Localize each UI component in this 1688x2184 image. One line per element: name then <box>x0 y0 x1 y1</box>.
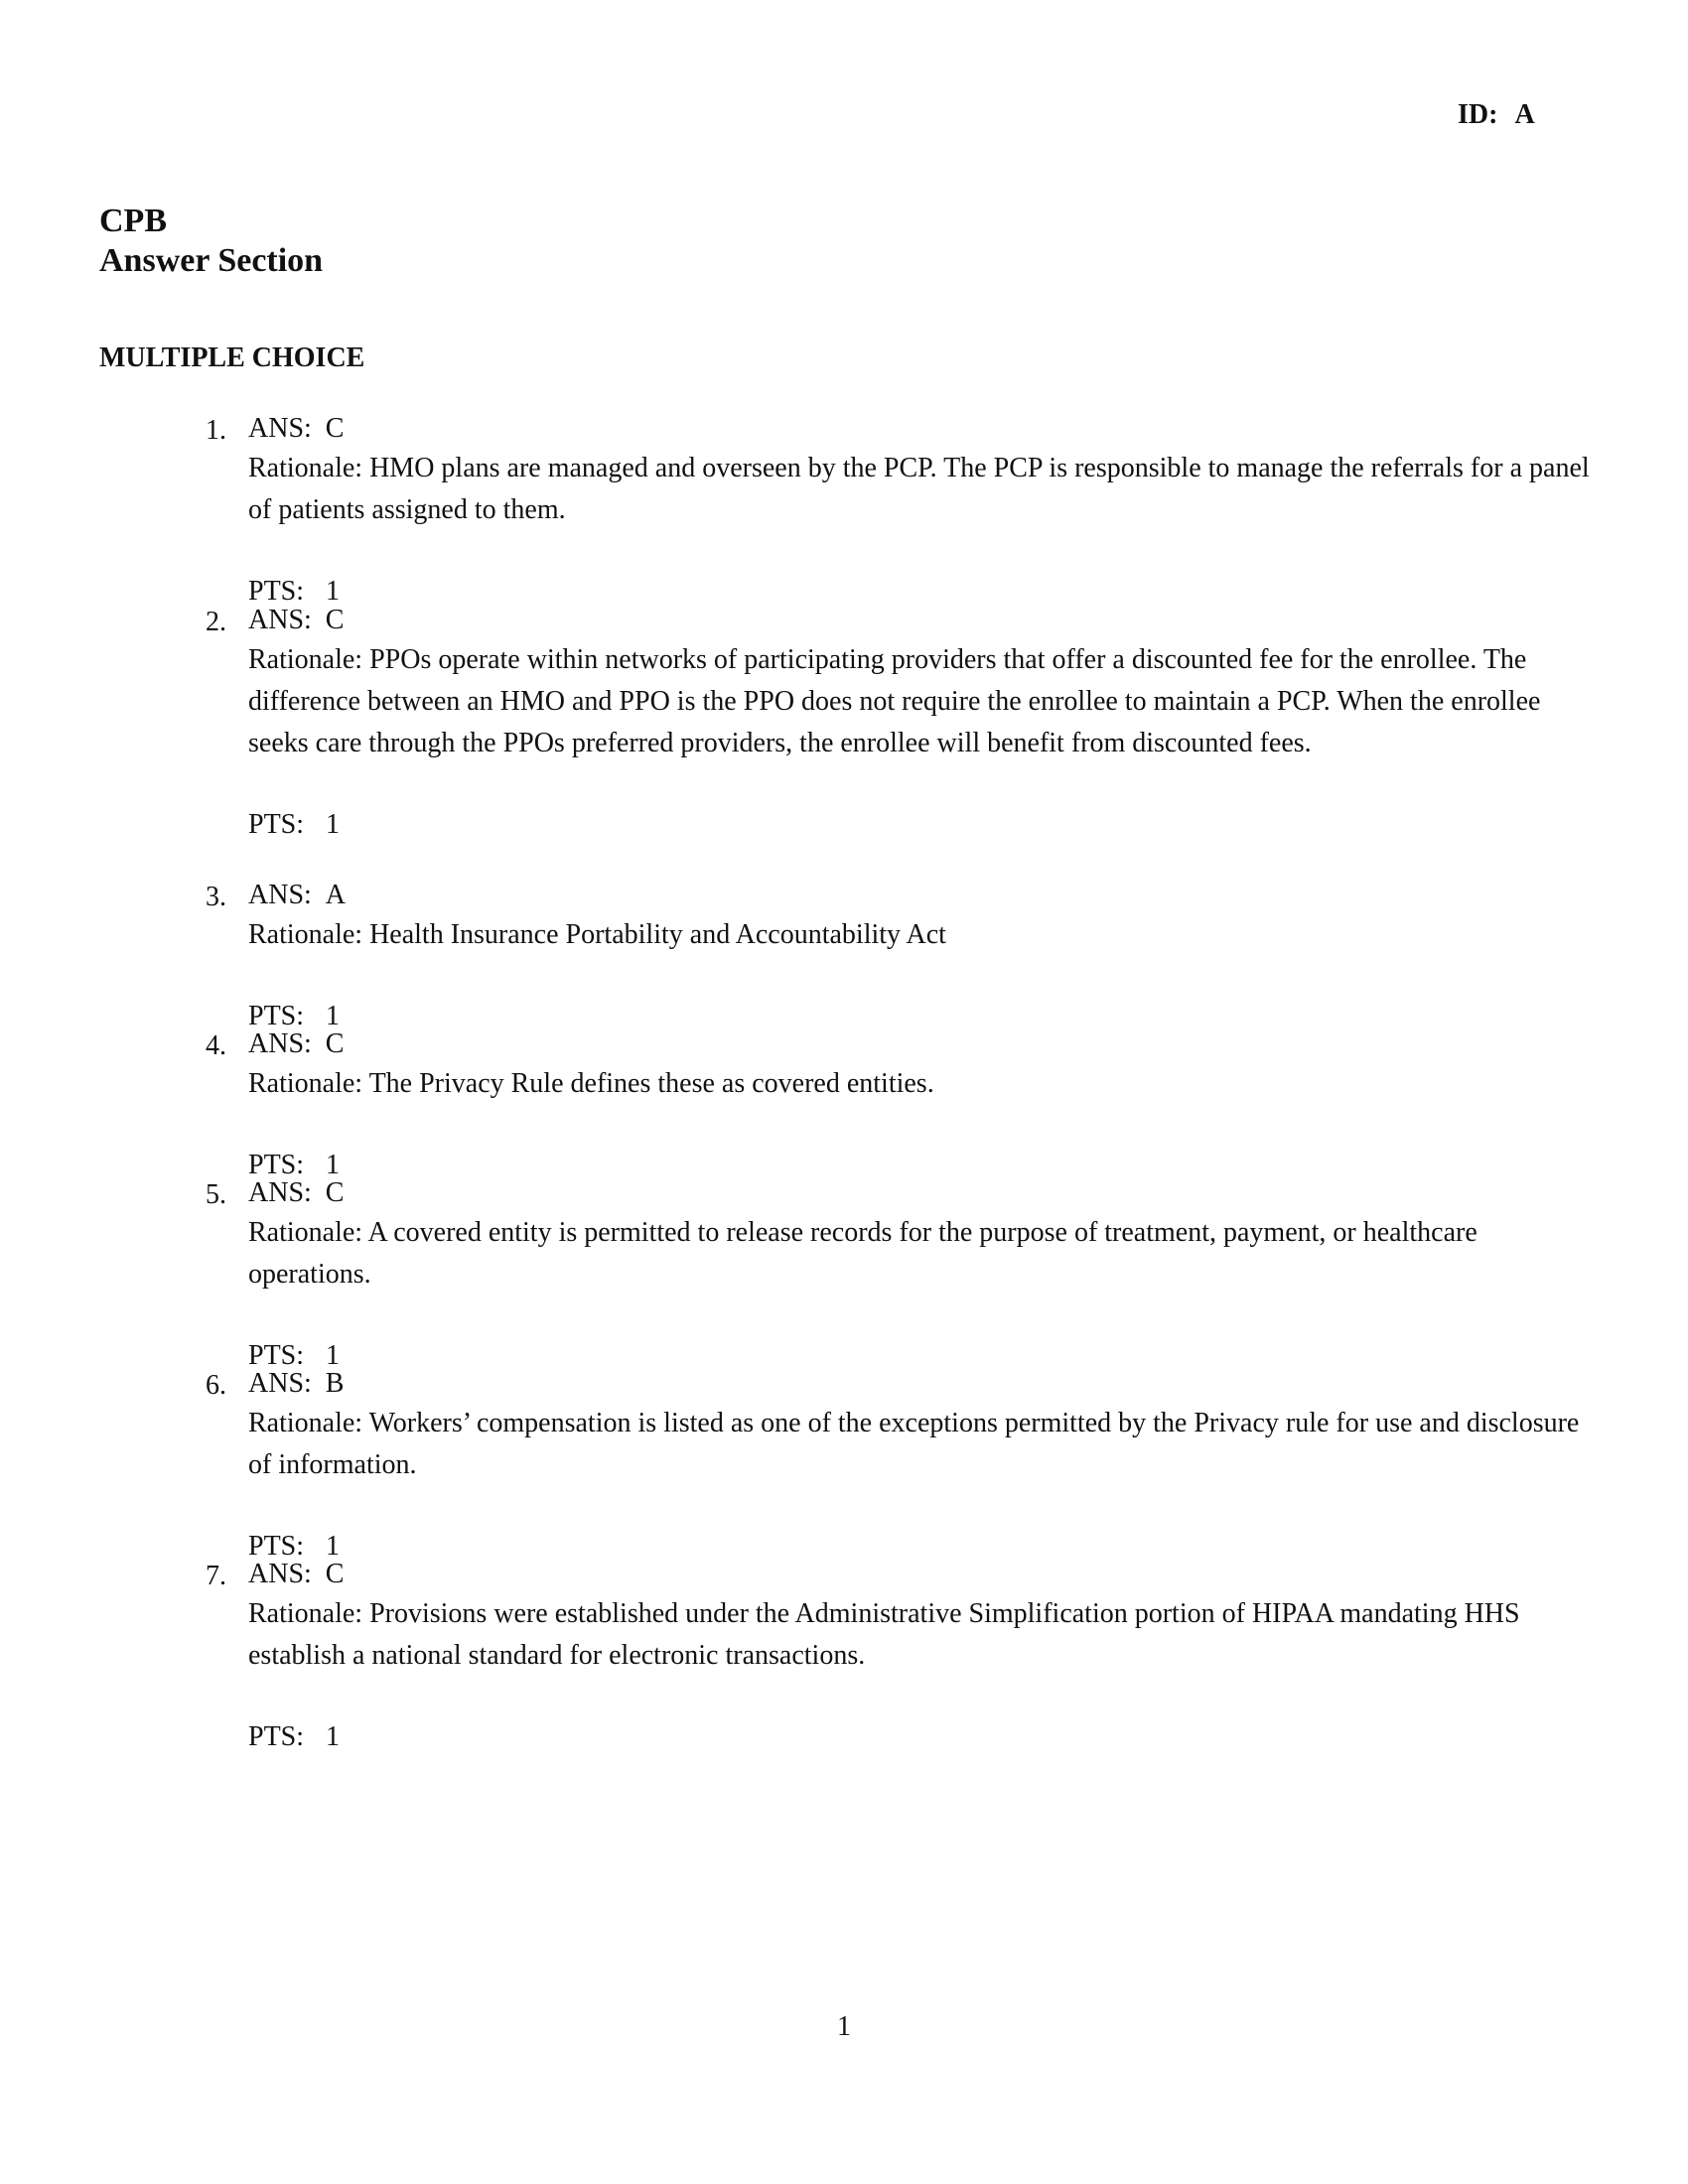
points-label: PTS: <box>248 1001 305 1031</box>
question-item <box>197 877 1597 1037</box>
points-value: 1 <box>326 1721 341 1752</box>
rationale-text: Rationale: Health Insurance Portability and Accountability Act <box>248 919 946 950</box>
points-value: 1 <box>326 809 341 840</box>
document-id <box>1458 99 1535 131</box>
answer-label: ANS: <box>248 1028 312 1059</box>
rationale-text: Rationale: Workers’ compensation is listed as one of the exceptions permitted by the Privacy rule for use and disclosure of information. <box>248 1408 1580 1480</box>
points-label: PTS: <box>248 1531 305 1562</box>
question-number: 7. <box>206 1561 226 1591</box>
document-id-value: A <box>1514 99 1535 130</box>
rationale-text: Rationale: PPOs operate within networks of participating providers that offer a discounted fee for the enrollee. The difference between an HMO and PPO is the PPO does not require the enrollee to maintain a PCP. When the enrollee seeks care through the PPOs preferred providers, the enrollee will benefit from discounted fees. <box>248 644 1541 758</box>
question-item <box>197 1556 1597 1758</box>
rationale-text: Rationale: HMO plans are managed and overseen by the PCP. The PCP is responsible to manage the referrals for a panel of patients assigned to them. <box>248 453 1590 525</box>
page-number: 1 <box>837 2011 851 2042</box>
answer-value: A <box>325 880 347 910</box>
document-id-label: ID: <box>1458 99 1498 130</box>
question-item <box>197 1365 1597 1568</box>
question-item <box>197 1025 1597 1186</box>
points-value: 1 <box>326 576 341 607</box>
section-title: Answer Section <box>99 242 324 279</box>
answer-label: ANS: <box>248 413 312 444</box>
section-heading: MULTIPLE CHOICE <box>99 342 365 373</box>
question-number: 3. <box>206 882 226 912</box>
points-value: 1 <box>326 1001 341 1031</box>
rationale-text: Rationale: Provisions were established under the Administrative Simplification portion of HIPAA mandating HHS establish a national standard for electronic transactions. <box>248 1598 1520 1671</box>
answer-value: C <box>325 1177 345 1208</box>
answer-label: ANS: <box>248 1559 312 1589</box>
document-title: CPB <box>99 203 167 239</box>
points-value: 1 <box>326 1150 341 1180</box>
question-number: 1. <box>206 415 226 446</box>
points-label: PTS: <box>248 1721 305 1752</box>
answer-label: ANS: <box>248 880 312 910</box>
question-number: 2. <box>206 607 226 637</box>
rationale-text: Rationale: A covered entity is permitted to release records for the purpose of treatment, payment, or healthcare operations. <box>248 1217 1477 1290</box>
points-value: 1 <box>326 1531 341 1562</box>
answer-value: B <box>325 1368 345 1399</box>
question-item <box>197 410 1597 613</box>
points-value: 1 <box>326 1340 341 1371</box>
points-label: PTS: <box>248 1150 305 1180</box>
points-label: PTS: <box>248 576 305 607</box>
answer-value: C <box>325 1028 345 1059</box>
points-label: PTS: <box>248 809 305 840</box>
answer-value: C <box>325 413 345 444</box>
answer-label: ANS: <box>248 1177 312 1208</box>
rationale-text: Rationale: The Privacy Rule defines these as covered entities. <box>248 1068 934 1099</box>
answer-label: ANS: <box>248 605 312 635</box>
question-item <box>197 602 1597 846</box>
question-number: 6. <box>206 1370 226 1401</box>
question-number: 4. <box>206 1030 226 1061</box>
question-item <box>197 1174 1597 1377</box>
question-number: 5. <box>206 1179 226 1210</box>
points-label: PTS: <box>248 1340 305 1371</box>
answer-value: C <box>325 1559 345 1589</box>
answer-label: ANS: <box>248 1368 312 1399</box>
answer-value: C <box>325 605 345 635</box>
